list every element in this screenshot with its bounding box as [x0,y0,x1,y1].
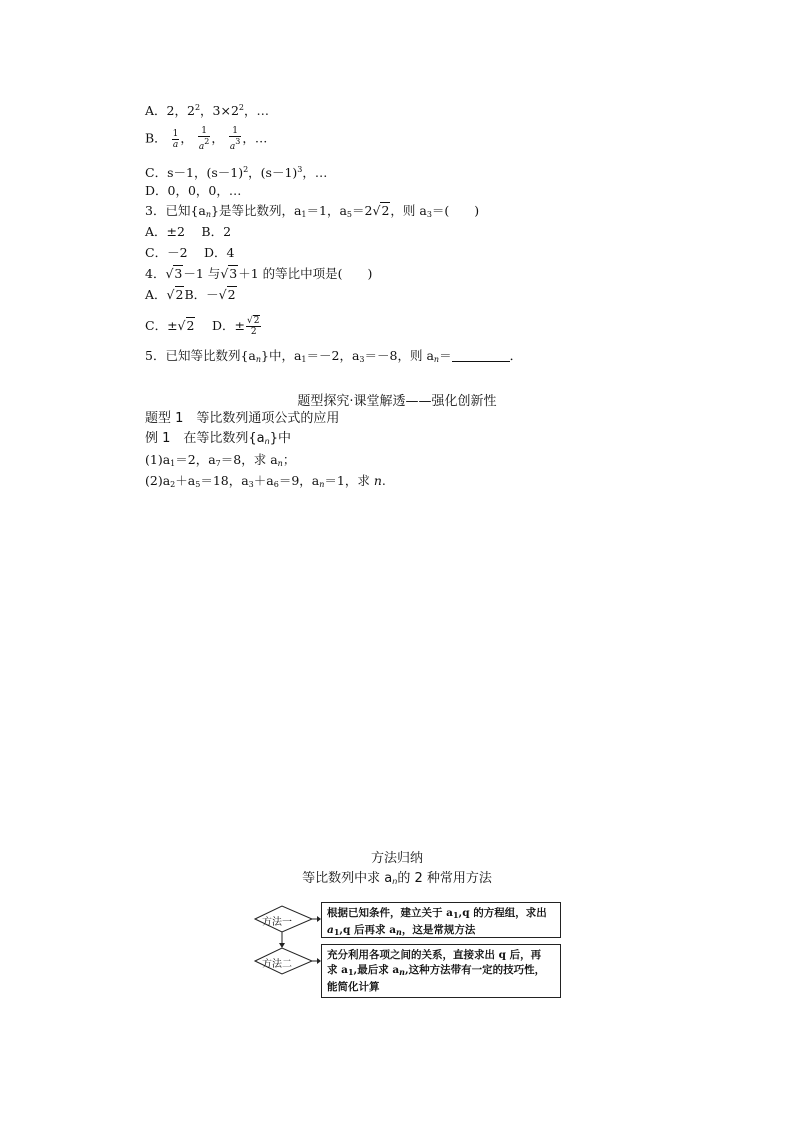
fraction: $\frac{1}{a^3}$ [229,126,241,152]
method-2-box: 充分利用各项之间的关系，直接求出 q 后，再 求 $a_1$,最后求 $a_n$,这种方法带有一定的技巧性， 能简化计算 [321,944,561,998]
method-1-label: 方法一 [262,917,292,928]
question-4: 4．√3－1 与√3＋1 的等比中项是( ) [145,266,373,281]
sqrt: √2 [372,203,390,218]
method-1-box: 根据已知条件，建立关于 $a_1,q$ 的方程组，求出 $a_1,q$ 后再求 $a_n$，这是常规方法 [321,902,561,938]
method-2-label: 方法二 [262,959,292,970]
topic-heading: 题型 1 等比数列通项公式的应用 [145,411,340,426]
question-4-options-cd: C．±√2 D．± $\frac{√2}{2}$ [145,316,260,337]
question-3-options-ab: A．±2 B．2 [145,224,232,239]
arrowhead [279,943,285,948]
question-3: 3．已知$\{a_n\}$是等比数列，$a_1=1$，$a_5=2√2$，则 $a_3=$( ) [145,203,480,219]
option-2a: A．2，$2^2$，$3\times 2^2$，… [145,103,270,118]
method-heading: 方法归纳 [370,851,423,866]
example-part-2: $(2)a_2+a_5=18$，$a_3+a_6=9$，$a_n=1$，求 n. [145,473,386,489]
question-4-options-ab: A．√2B．－√2 [145,287,236,302]
fraction: $\frac{1}{a}$ [172,128,179,150]
fraction: $\frac{√2}{2}$ [246,316,260,337]
question-5: 5．已知等比数列$\{a_n\}$中，$a_1=-2$，$a_3=-8$，则 $a_n=$ ． [145,348,523,364]
section-title: 题型探究·课堂解透——强化创新性 [297,394,497,409]
option-2c: C．s－1，$(s-1)^2$，$(s-1)^3$，… [145,165,328,180]
example-part-1: $(1)a_1=2$，$a_7=8$，求 $a_n$； [145,452,296,468]
method-subtitle: 等比数列中求 $a_n$的 2 种常用方法 [302,871,492,886]
option-2b: B． $\frac{1}{a}$ ， $\frac{1}{a^2}$ ， $\frac{1}{a^3}$ ，… [145,126,268,152]
example-title: 例 1 在等比数列$\{a_n\}$中 [145,431,292,446]
fraction: $\frac{1}{a^2}$ [198,126,210,152]
option-2d: D．0，0，0，… [145,183,242,198]
question-3-options-cd: C．－2 D．4 [145,245,235,260]
